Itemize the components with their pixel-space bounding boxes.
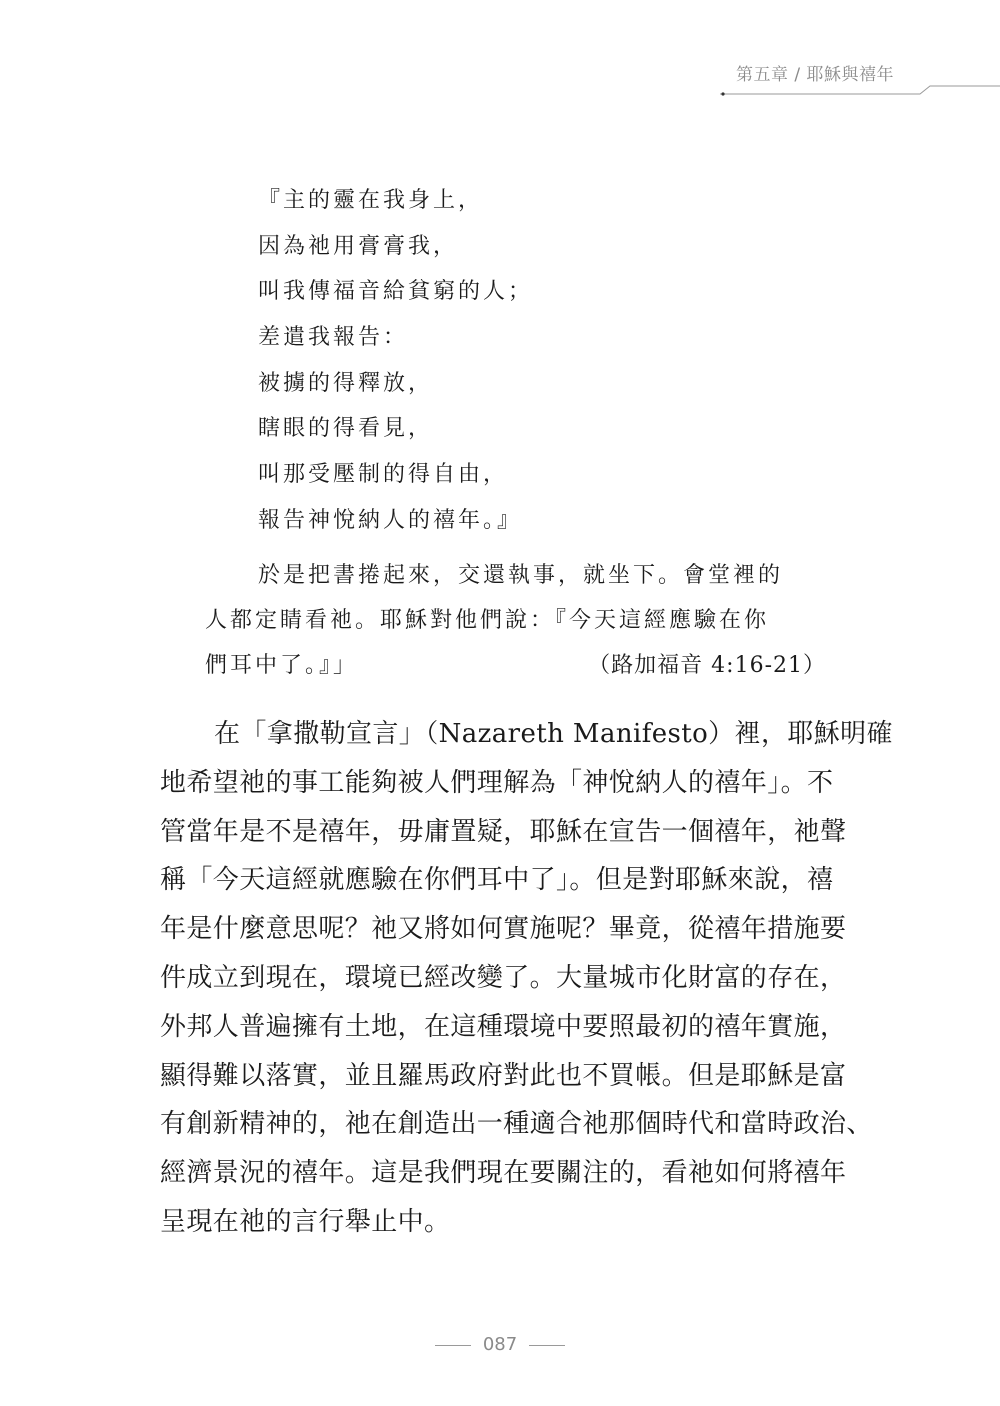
body-line: 管當年是不是禧年，毋庸置疑，耶穌在宣告一個禧年，祂聲: [160, 816, 847, 847]
narrative-line: 人都定睛看祂。耶穌對他們說：『今天這經應驗在你: [205, 608, 770, 633]
chapter-title: 耶穌與禧年: [806, 65, 895, 85]
quote-line: 因為祂用膏膏我，: [258, 233, 459, 259]
narrative-line: 於是把書捲起來，交還執事，就坐下。會堂裡的: [258, 563, 784, 588]
narrative-line-text: 們耳中了。』」: [205, 653, 359, 678]
folio-dash-left: [435, 1345, 471, 1346]
page-footer: [0, 1334, 1000, 1355]
quote-line: 瞎眼的得看見，: [258, 416, 434, 442]
body-line: 地希望祂的事工能夠被人們理解為「神悅納人的禧年」。不: [160, 767, 834, 798]
scripture-reference: （路加福音 4:16-21）: [588, 653, 826, 678]
body-line: 呈現在祂的言行舉止中。: [160, 1206, 451, 1237]
quote-line: 差遣我報告：: [258, 325, 409, 351]
quote-line: 報告神悅納人的禧年。』: [258, 507, 523, 533]
page-number: 087: [482, 1334, 518, 1355]
body-line: 件成立到現在，環境已經改變了。大量城市化財富的存在，: [160, 962, 847, 993]
body-line: 有創新精神的，祂在創造出一種適合祂那個時代和當時政治、: [160, 1109, 873, 1140]
narrative-line-last: [205, 643, 830, 688]
scripture-narrative: [205, 553, 830, 688]
body-line: 顯得難以落實，並且羅馬政府對此也不買帳。但是耶穌是富: [160, 1060, 847, 1091]
body-line: 年是什麼意思呢？祂又將如何實施呢？畢竟，從禧年措施要: [160, 914, 847, 945]
body-line: 經濟景況的禧年。這是我們現在要關注的，看祂如何將禧年: [160, 1158, 847, 1189]
quote-line: 叫我傳福音給貧窮的人；: [258, 279, 534, 305]
body-line: 稱「今天這經就應驗在你們耳中了」。但是對耶穌來說，禧: [160, 865, 834, 896]
folio-dash-right: [529, 1345, 565, 1346]
header-text: [736, 60, 894, 85]
body-line: 外邦人普遍擁有土地，在這種環境中要照最初的禧年實施，: [160, 1011, 847, 1042]
quote-line: 『主的靈在我身上，: [258, 188, 484, 213]
header-rule: [720, 84, 1000, 96]
quote-line: 被擄的得釋放，: [258, 370, 434, 396]
scripture-quotation: [258, 178, 818, 544]
body-line: 在「拿撒勒宣言」（Nazareth Manifesto）裡，耶穌明確: [214, 719, 893, 749]
quote-line: 叫那受壓制的得自由，: [258, 462, 509, 488]
body-paragraph: [160, 710, 893, 1247]
chapter-label: 第五章: [736, 65, 789, 85]
running-header: [720, 58, 1000, 94]
header-separator: /: [794, 65, 801, 85]
